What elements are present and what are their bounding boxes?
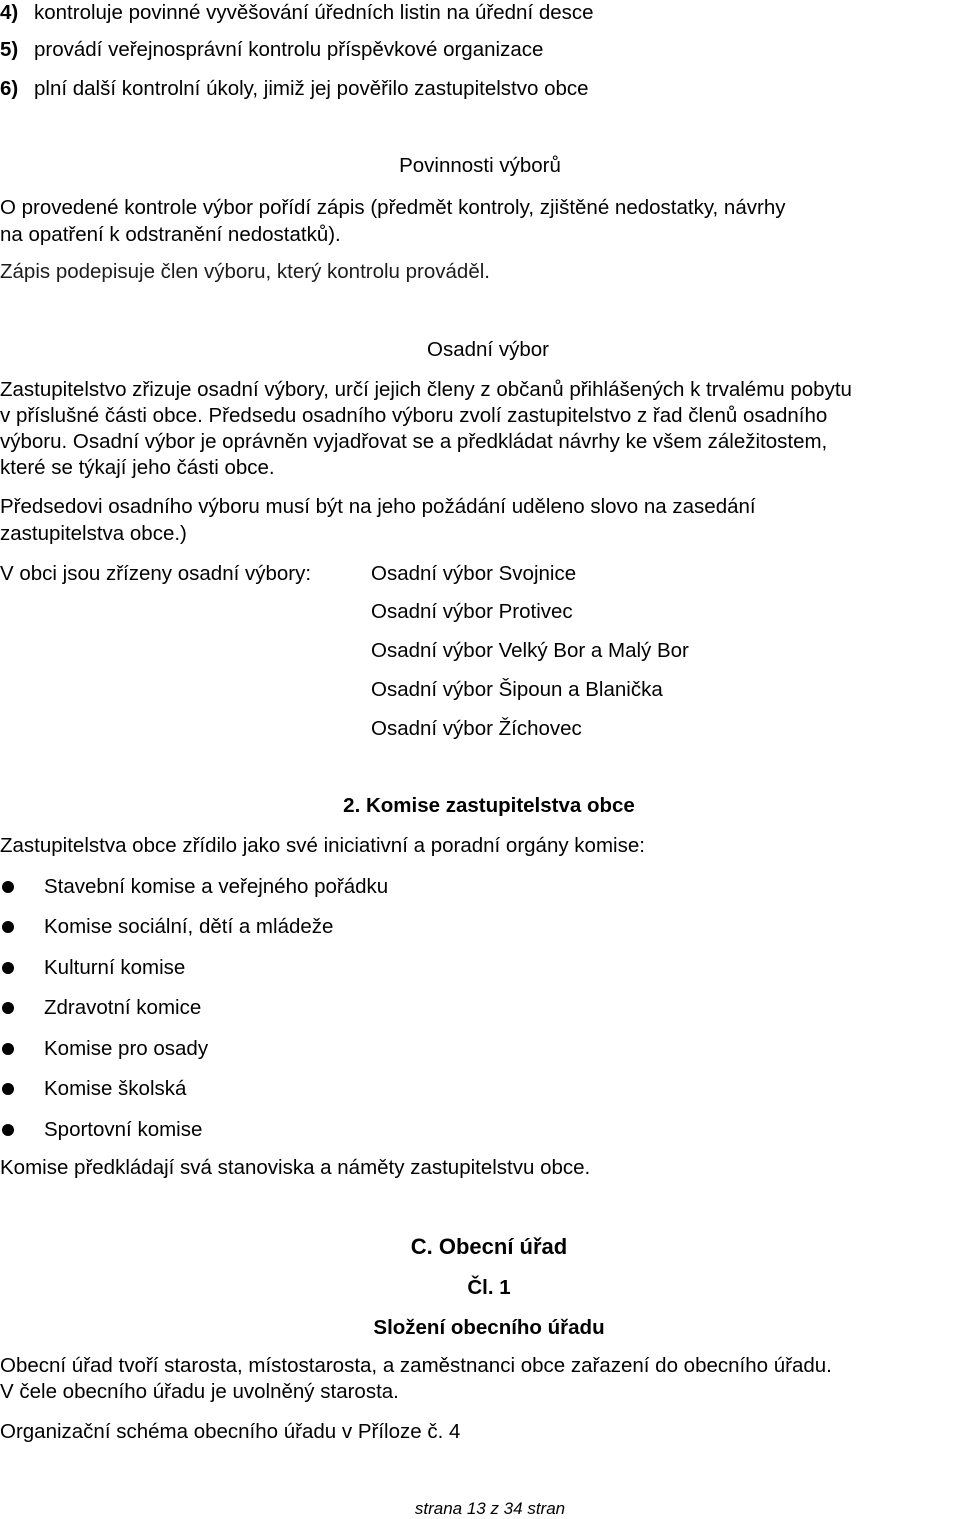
- section-heading-urad: C. Obecní úřad: [410, 1234, 568, 1259]
- paragraph-line: Zápis podepisuje člen výboru, který kontrolu prováděl.: [0, 260, 490, 283]
- bullet-icon: [2, 1083, 14, 1095]
- bullet-icon: [2, 1043, 14, 1055]
- list-item: Sportovní komise: [44, 1118, 203, 1141]
- bullet-icon: [2, 1124, 14, 1136]
- osadni-list-item: Osadní výbor Velký Bor a Malý Bor: [371, 639, 689, 662]
- numbered-item: [0, 37, 544, 63]
- osadni-list-item: Osadní výbor Protivec: [371, 600, 573, 623]
- paragraph-line: Předsedovi osadního výboru musí být na jeho požádání uděleno slovo na zasedání: [0, 495, 756, 518]
- numbered-item: [0, 76, 589, 102]
- komise-outro: Komise předkládají svá stanoviska a náměty zastupitelstvu obce.: [0, 1156, 591, 1179]
- item-text: plní další kontrolní úkoly, jimiž jej pověřilo zastupitelstvo obce: [34, 77, 589, 100]
- paragraph-line: na opatření k odstranění nedostatků).: [0, 223, 341, 246]
- paragraph-line: v příslušné části obce. Předsedu osadního výboru zvolí zastupitelstvo z řad členů osadního: [0, 404, 828, 427]
- section-heading-povinnosti: Povinnosti výborů: [399, 154, 561, 177]
- osadni-list-item: Osadní výbor Šipoun a Blanička: [371, 678, 663, 701]
- paragraph-line: výboru. Osadní výbor je oprávněn vyjadřovat se a předkládat návrhy ke všem záležitostem,: [0, 430, 828, 453]
- article-title: Složení obecního úřadu: [373, 1316, 605, 1339]
- osadni-list-item: Osadní výbor Žíchovec: [371, 717, 582, 740]
- bullet-icon: [2, 881, 14, 893]
- numbered-item: [0, 0, 594, 26]
- paragraph-line: V čele obecního úřadu je uvolněný starosta.: [0, 1380, 399, 1403]
- item-number: 6): [0, 77, 19, 100]
- paragraph-line: Organizační schéma obecního úřadu v Příloze č. 4: [0, 1420, 461, 1443]
- komise-intro: Zastupitelstva obce zřídilo jako své iniciativní a poradní orgány komise:: [0, 834, 645, 857]
- list-item: Komise školská: [44, 1077, 187, 1100]
- list-item: Kulturní komise: [44, 956, 186, 979]
- bullet-icon: [2, 921, 14, 933]
- paragraph-line: Obecní úřad tvoří starosta, místostarosta, a zaměstnanci obce zařazení do obecního úřadu.: [0, 1354, 832, 1377]
- list-item: Komise pro osady: [44, 1037, 209, 1060]
- bullet-icon: [2, 1002, 14, 1014]
- item-text: provádí veřejnosprávní kontrolu příspěvkové organizace: [34, 38, 544, 61]
- article-number: Čl. 1: [467, 1276, 511, 1299]
- osadni-list-label: V obci jsou zřízeny osadní výbory:: [0, 562, 312, 585]
- section-heading-komise: 2. Komise zastupitelstva obce: [343, 794, 635, 817]
- list-item: Komise sociální, dětí a mládeže: [44, 915, 334, 938]
- list-item: Stavební komise a veřejného pořádku: [44, 875, 389, 898]
- section-heading-osadni: Osadní výbor: [427, 338, 549, 361]
- item-number: 5): [0, 38, 19, 61]
- paragraph-line: které se týkají jeho části obce.: [0, 456, 275, 479]
- bullet-icon: [2, 962, 14, 974]
- list-item: Zdravotní komice: [44, 996, 202, 1019]
- page-footer: strana 13 z 34 stran: [414, 1499, 566, 1518]
- item-number: 4): [0, 1, 19, 24]
- osadni-list-item: Osadní výbor Svojnice: [371, 562, 577, 585]
- paragraph-line: Zastupitelstvo zřizuje osadní výbory, určí jejich členy z občanů přihlášených k trvalému pobytu: [0, 378, 852, 401]
- paragraph-line: O provedené kontrole výbor pořídí zápis (předmět kontroly, zjištěné nedostatky, návrhy: [0, 196, 786, 219]
- paragraph-line: zastupitelstva obce.): [0, 522, 187, 545]
- item-text: kontroluje povinné vyvěšování úředních listin na úřední desce: [34, 1, 594, 24]
